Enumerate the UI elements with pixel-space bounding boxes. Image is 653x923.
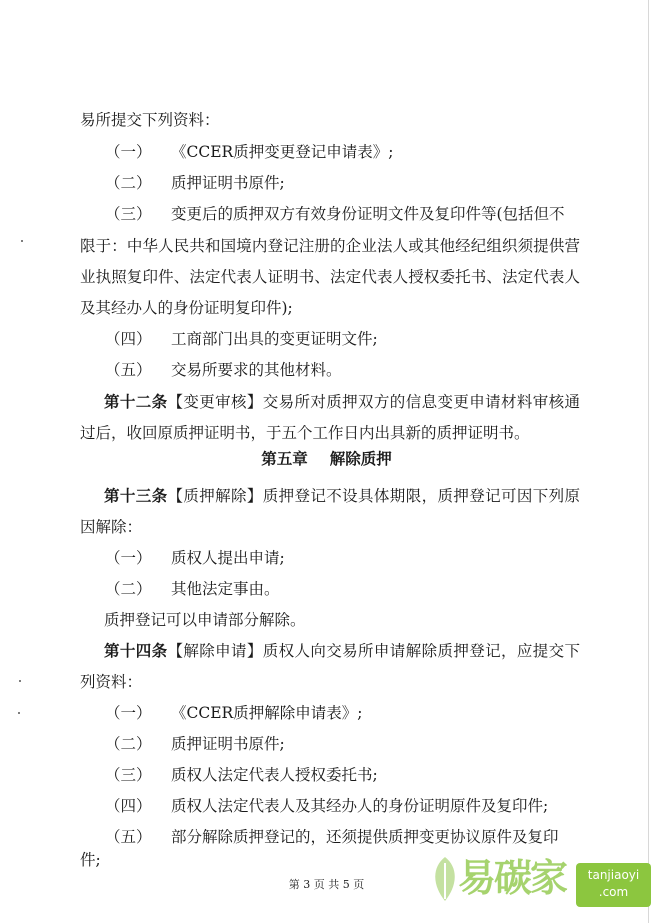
list-item — [105, 548, 605, 568]
list-item-text: 质权人提出申请; — [171, 549, 285, 567]
scan-speck — [19, 680, 21, 682]
list-item-text: 质押证明书原件; — [171, 735, 285, 753]
list-item — [105, 827, 605, 847]
page-footer: 第 3 页 共 5 页 — [288, 878, 365, 891]
list-item-text: 部分解除质押登记的，还须提供质押变更协议原件及复印 — [171, 828, 559, 846]
list-item-number: （一） — [105, 143, 152, 161]
intro-line: 易所提交下列资料： — [80, 111, 220, 129]
chapter-heading — [0, 448, 653, 470]
paragraph-line: 质押登记可以申请部分解除。 — [104, 611, 306, 629]
watermark-domain — [576, 863, 651, 907]
list-item-text: 工商部门出具的变更证明文件; — [171, 330, 378, 348]
chapter-title: 解除质押 — [329, 449, 392, 468]
list-item — [105, 329, 605, 349]
paragraph-line: 过后，收回原质押证明书，于五个工作日内出具新的质押证明书。 — [80, 424, 530, 442]
article-text: 【变更审核】交易所对质押双方的信息变更申请材料审核通 — [167, 393, 580, 411]
list-item-number: （三） — [105, 766, 152, 784]
watermark-brand: 易碳家 — [458, 856, 567, 900]
article-text: 【解除申请】质权人向交易所申请解除质押登记，应提交下 — [167, 642, 580, 660]
paragraph-line: 限于：中华人民共和国境内登记注册的企业法人或其他经纪组织须提供营 — [80, 237, 580, 255]
article-text: 【质押解除】质押登记不设具体期限，质押登记可因下列原 — [167, 487, 580, 505]
list-item-text: 质权人法定代表人授权委托书; — [171, 766, 378, 784]
list-item-text: 交易所要求的其他材料。 — [171, 361, 342, 379]
list-item-text: 《CCER质押解除申请表》; — [171, 704, 363, 722]
list-item — [105, 703, 605, 723]
list-item-number: （五） — [105, 361, 152, 379]
article-label: 第十四条 — [104, 641, 168, 660]
paragraph-line: 因解除： — [80, 518, 143, 536]
article-12 — [104, 392, 580, 412]
list-item — [105, 173, 605, 193]
list-item — [105, 734, 605, 754]
watermark — [408, 845, 653, 923]
paragraph-line: 件; — [80, 851, 101, 869]
list-item — [105, 360, 605, 380]
scan-speck — [21, 240, 23, 242]
article-13 — [104, 486, 580, 506]
paragraph-line: 及其经办人的身份证明复印件); — [80, 299, 293, 317]
list-item-number: （一） — [105, 704, 152, 722]
leaf-icon — [428, 855, 462, 905]
article-label: 第十二条 — [104, 392, 168, 411]
list-item — [105, 796, 605, 816]
chapter-number: 第五章 — [261, 449, 308, 468]
list-item — [105, 579, 605, 599]
list-item — [105, 142, 605, 162]
list-item — [105, 204, 605, 224]
article-label: 第十三条 — [104, 486, 168, 505]
list-item-text: 《CCER质押变更登记申请表》; — [171, 143, 394, 161]
list-item-text: 其他法定事由。 — [171, 580, 280, 598]
paragraph-line: 业执照复印件、法定代表人证明书、法定代表人授权委托书、法定代表人 — [80, 268, 580, 286]
list-item-text: 质权人法定代表人及其经办人的身份证明原件及复印件; — [171, 797, 549, 815]
article-14 — [104, 641, 580, 661]
list-item-number: （四） — [105, 797, 152, 815]
watermark-domain-2: .com — [598, 885, 629, 899]
list-item-number: （一） — [105, 549, 152, 567]
list-item-number: （二） — [105, 580, 152, 598]
paragraph-line: 列资料： — [80, 673, 143, 691]
list-item-text: 变更后的质押双方有效身份证明文件及复印件等(包括但不 — [171, 205, 565, 223]
list-item-number: （三） — [105, 205, 152, 223]
list-item — [105, 765, 605, 785]
list-item-number: （二） — [105, 735, 152, 753]
watermark-domain-1: tanjiaoyi — [587, 868, 640, 882]
list-item-number: （五） — [105, 828, 152, 846]
list-item-number: （四） — [105, 330, 152, 348]
scan-speck — [18, 712, 20, 714]
list-item-text: 质押证明书原件; — [171, 174, 285, 192]
list-item-number: （二） — [105, 174, 152, 192]
